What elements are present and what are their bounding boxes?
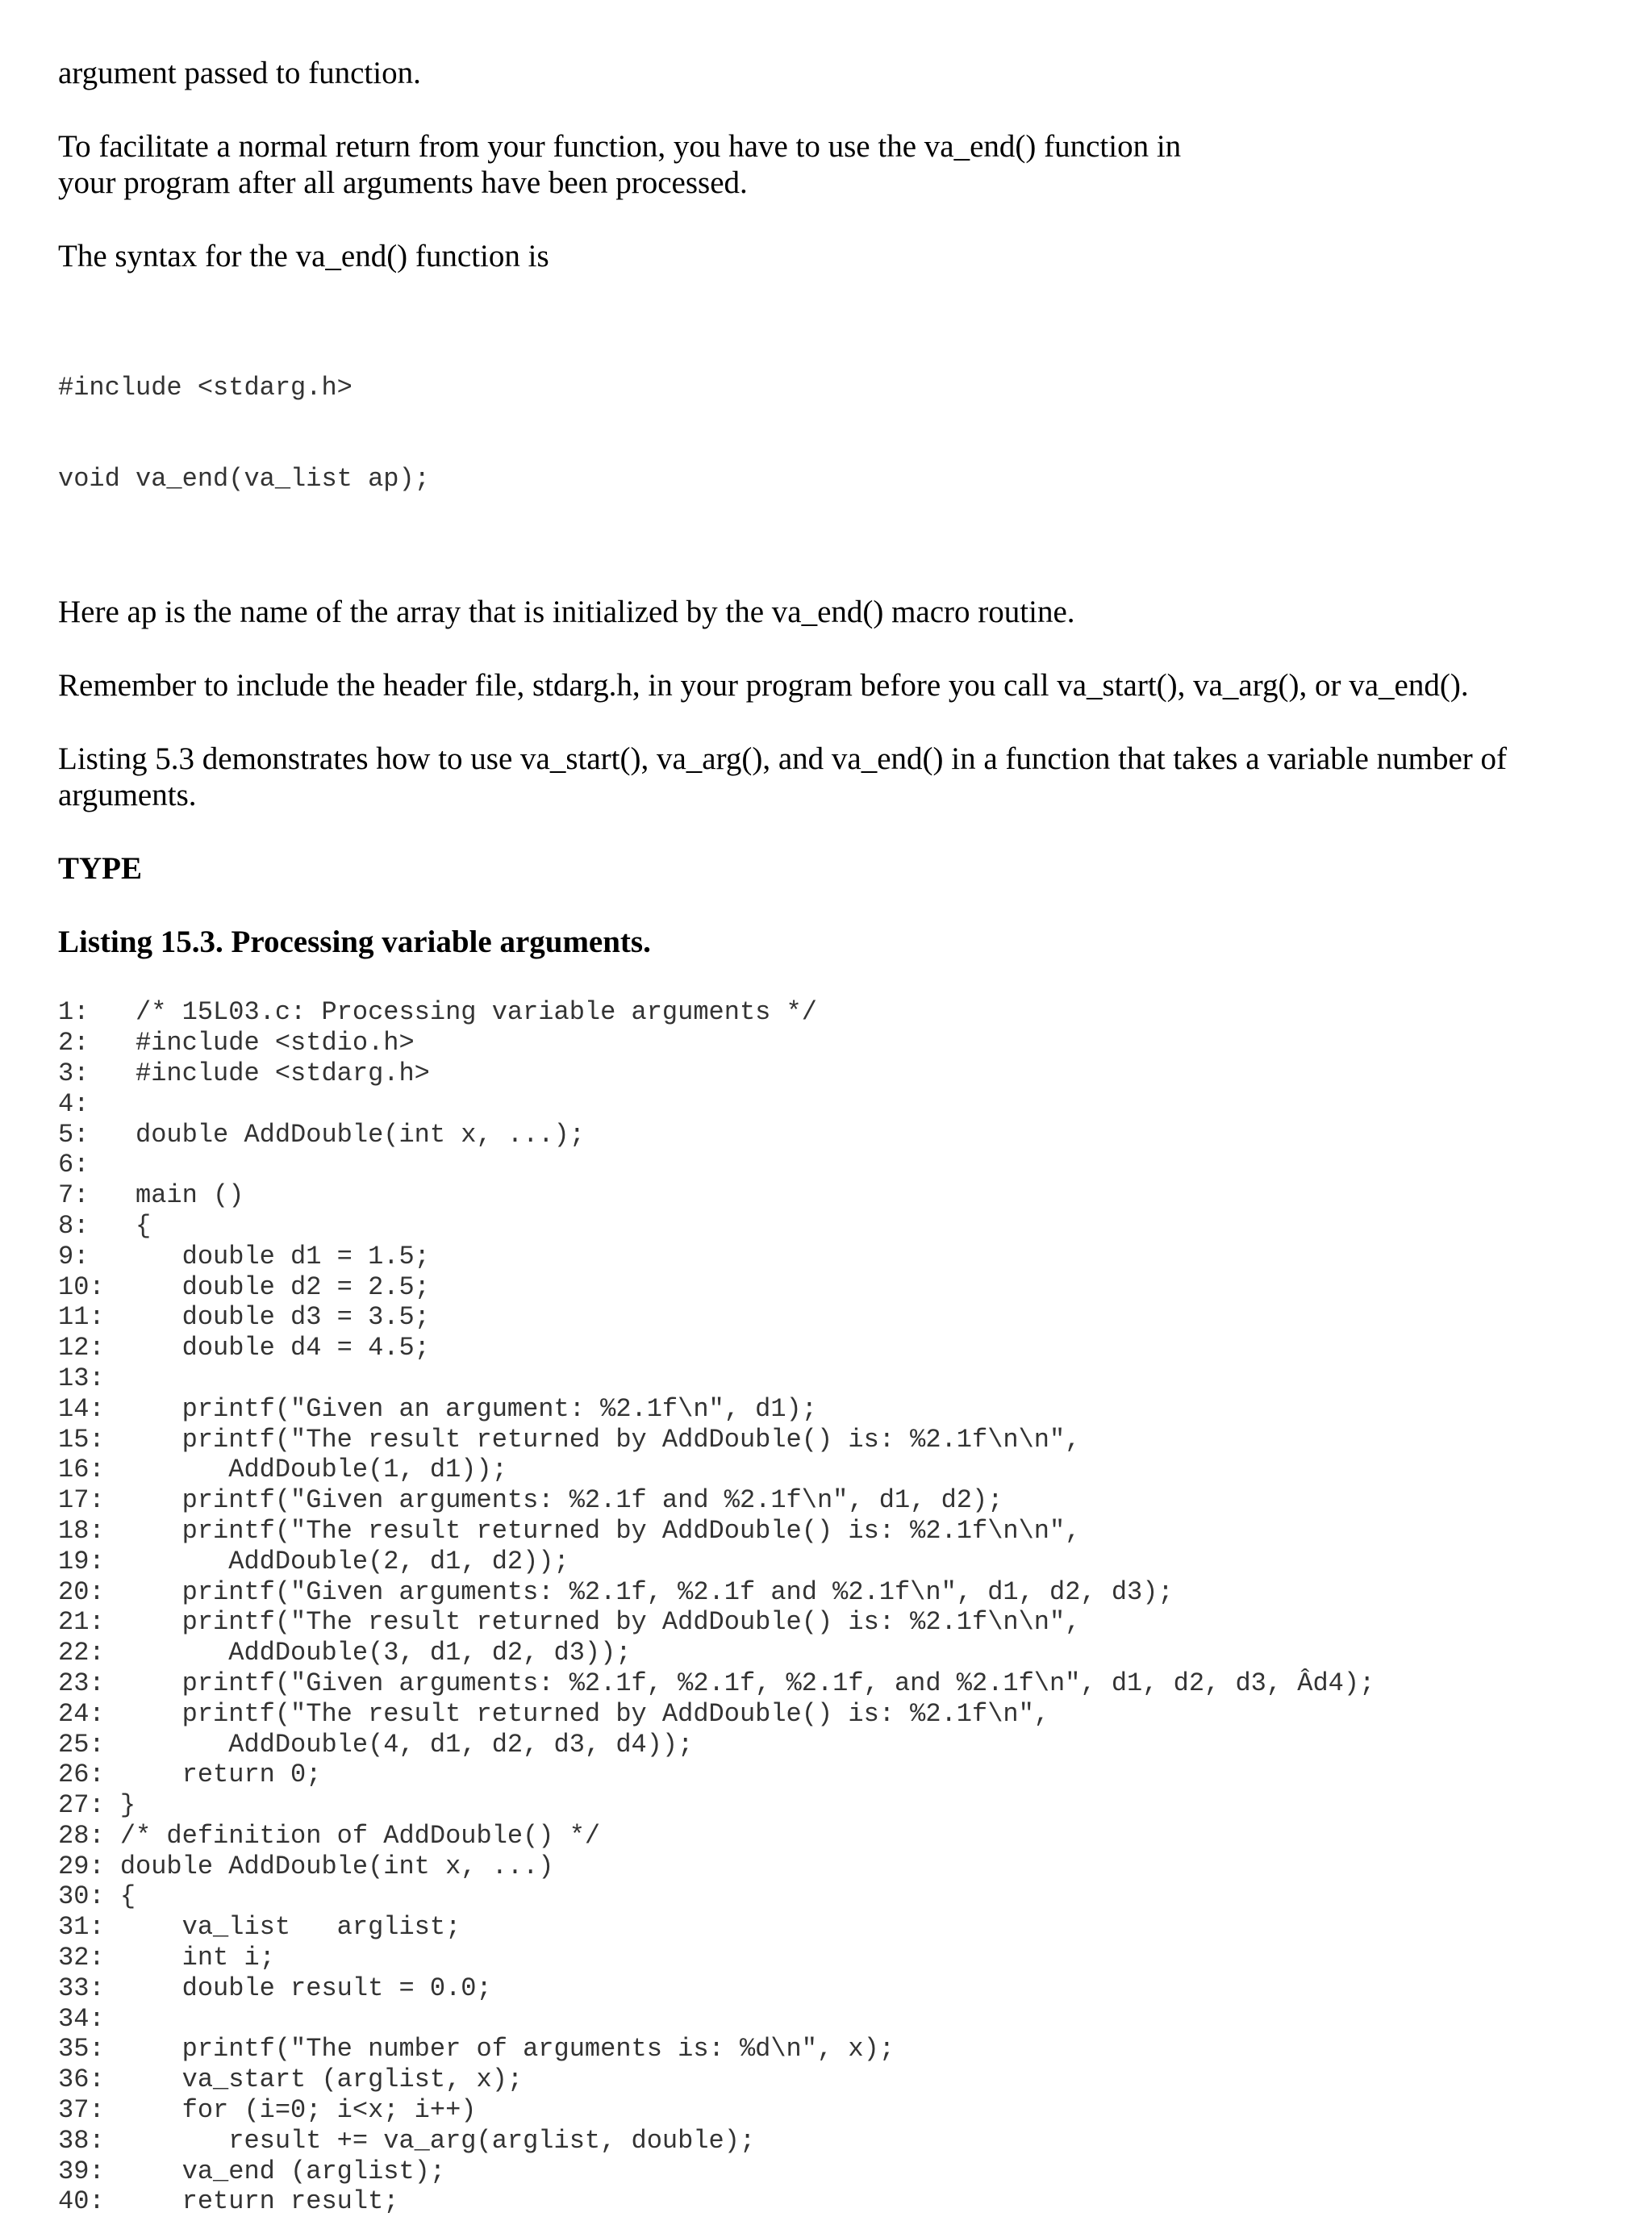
- listing-code-line: 31: va_list arglist;: [58, 1912, 461, 1943]
- listing-code-line: 37: for (i=0; i<x; i++): [58, 2095, 477, 2126]
- listing-code-line: 11: double d3 = 3.5;: [58, 1302, 430, 1333]
- syntax-code-block: [58, 311, 1607, 555]
- paragraph-ap-explanation: Here ap is the name of the array that is initialized by the va_end() macro routine.: [58, 595, 1075, 630]
- paragraph-continuation: argument passed to function.: [58, 56, 421, 90]
- listing-code-line: 10: double d2 = 2.5;: [58, 1271, 430, 1302]
- listing-code-line: 39: va_end (arglist);: [58, 2156, 446, 2186]
- listing-code-line: 9: double d1 = 1.5;: [58, 1241, 430, 1271]
- listing-code-line: 25: AddDouble(4, d1, d2, d3, d4));: [58, 1729, 694, 1760]
- listing-code-line: 17: printf("Given arguments: %2.1f and %2.1f\n", d1, d2);: [58, 1485, 1003, 1516]
- listing-code-line: 27: }: [58, 1790, 136, 1821]
- listing-code-block: [58, 997, 1607, 2217]
- listing-code-line: 2: #include <stdio.h>: [58, 1028, 415, 1058]
- listing-code-line: 29: double AddDouble(int x, ...): [58, 1851, 554, 1881]
- listing-code-line: 26: return 0;: [58, 1760, 322, 1790]
- listing-code-line: 38: result += va_arg(arglist, double);: [58, 2125, 756, 2156]
- listing-code-line: 1: /* 15L03.c: Processing variable arguments */: [58, 997, 817, 1028]
- listing-code-line: 35: printf("The number of arguments is: %d\n", x);: [58, 2034, 895, 2065]
- listing-code-line: 14: printf("Given an argument: %2.1f\n", d1);: [58, 1393, 817, 1424]
- paragraph-va-end-usage: To facilitate a normal return from your function, you have to use the va_end() function in your program after all arguments have been processed.: [58, 129, 1182, 200]
- listing-code-line: 32: int i;: [58, 1943, 275, 1973]
- listing-code-line: 22: AddDouble(3, d1, d2, d3));: [58, 1638, 632, 1668]
- document-page: [58, 55, 1607, 2217]
- listing-code-line: 5: double AddDouble(int x, ...);: [58, 1119, 585, 1150]
- listing-code-line: 36: va_start (arglist, x);: [58, 2065, 524, 2095]
- listing-code-line: 8: {: [58, 1210, 152, 1241]
- listing-code-line: 12: double d4 = 4.5;: [58, 1333, 430, 1363]
- listing-code-line: 7: main (): [58, 1180, 244, 1211]
- syntax-code-line: #include <stdarg.h>: [58, 372, 353, 403]
- listing-code-line: 28: /* definition of AddDouble() */: [58, 1820, 601, 1851]
- listing-code-line: 18: printf("The result returned by AddDouble() is: %2.1f\n\n",: [58, 1515, 1081, 1546]
- listing-code-line: 3: #include <stdarg.h>: [58, 1058, 430, 1088]
- listing-code-line: 6:: [58, 1150, 90, 1180]
- listing-code-line: 21: printf("The result returned by AddDouble() is: %2.1f\n\n",: [58, 1607, 1081, 1638]
- listing-code-line: 40: return result;: [58, 2186, 399, 2217]
- listing-title: Listing 15.3. Processing variable arguments.: [58, 925, 651, 960]
- listing-code-line: 13:: [58, 1363, 105, 1393]
- listing-code-line: 4:: [58, 1088, 90, 1119]
- paragraph-syntax-intro: The syntax for the va_end() function is: [58, 239, 549, 273]
- listing-code-line: 20: printf("Given arguments: %2.1f, %2.1f and %2.1f\n", d1, d2, d3);: [58, 1576, 1174, 1607]
- paragraph-listing-intro: Listing 5.3 demonstrates how to use va_start(), va_arg(), and va_end() in a function that takes a variable number of arguments.: [58, 741, 1507, 813]
- listing-code-line: 24: printf("The result returned by AddDouble() is: %2.1f\n",: [58, 1698, 1049, 1729]
- listing-code-line: 34:: [58, 2003, 105, 2034]
- listing-code-line: 33: double result = 0.0;: [58, 1973, 492, 2003]
- paragraph-include-reminder: Remember to include the header file, stdarg.h, in your program before you call va_start(), va_arg(), or va_end().: [58, 668, 1469, 704]
- listing-code-line: 19: AddDouble(2, d1, d2));: [58, 1546, 569, 1576]
- listing-code-line: 30: {: [58, 1881, 136, 1912]
- listing-code-line: 16: AddDouble(1, d1));: [58, 1455, 507, 1485]
- listing-code-line: 15: printf("The result returned by AddDouble() is: %2.1f\n\n",: [58, 1424, 1081, 1455]
- syntax-code-line: void va_end(va_list ap);: [58, 463, 430, 494]
- listing-code-line: 23: printf("Given arguments: %2.1f, %2.1f, %2.1f, and %2.1f\n", d1, d2, d3, Âd4);: [58, 1668, 1375, 1698]
- type-label: TYPE: [58, 851, 143, 887]
